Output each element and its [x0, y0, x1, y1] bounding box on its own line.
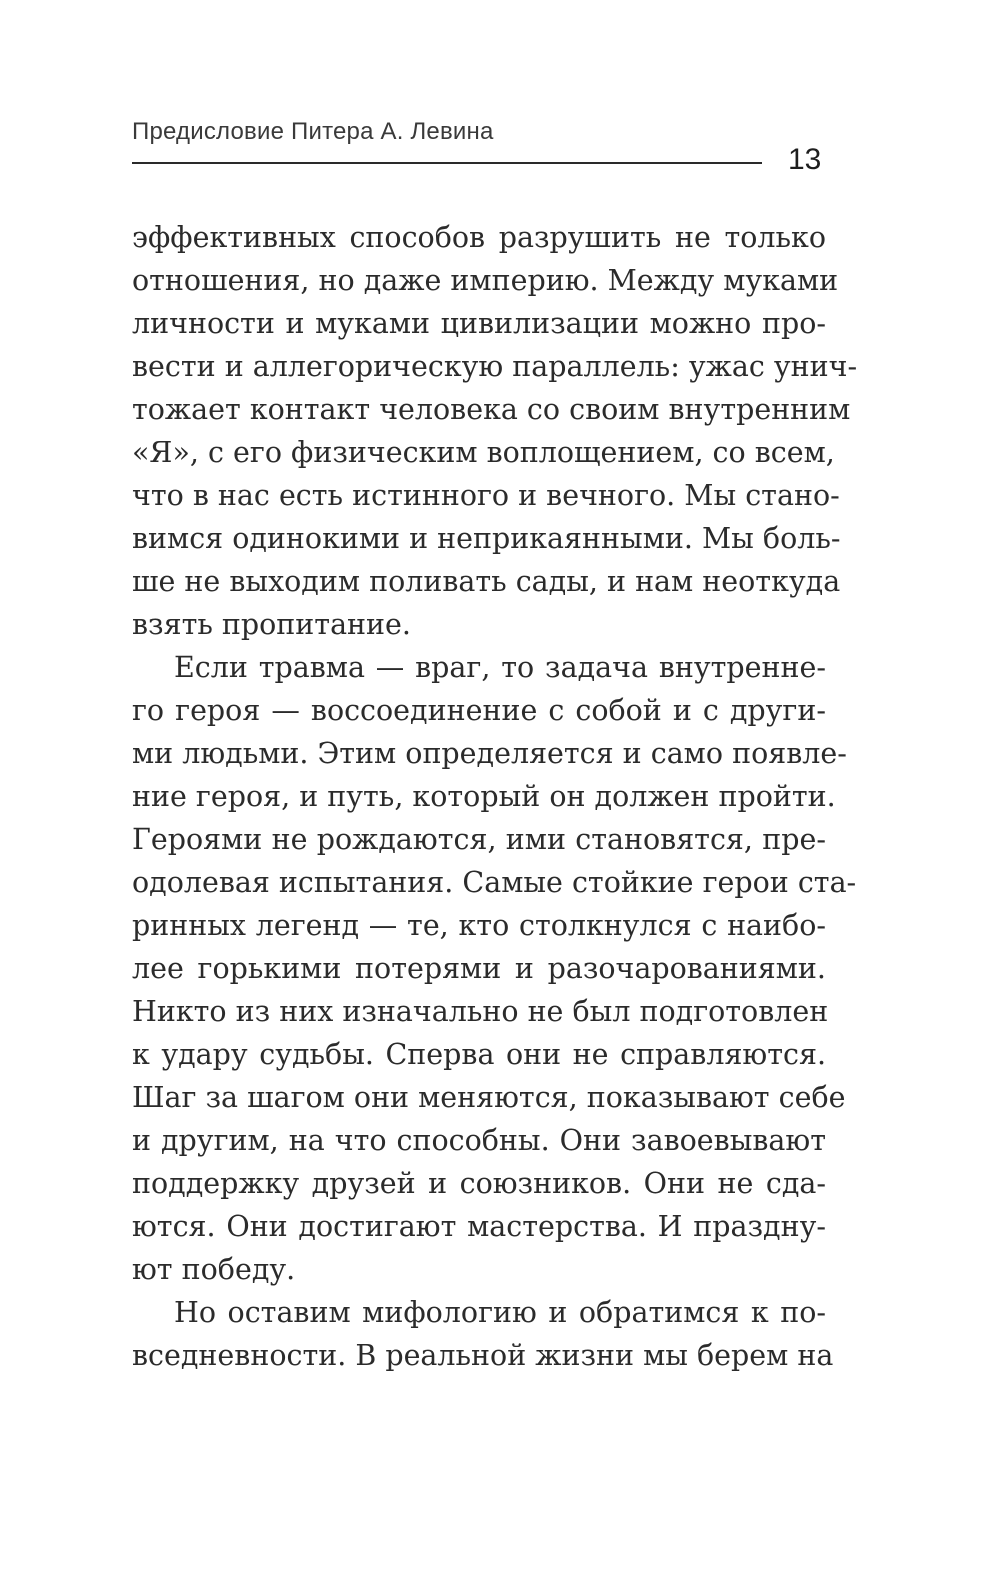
- text-line: к удару судьбы. Сперва они не справляются.: [132, 1038, 826, 1071]
- paragraph-2: [132, 646, 857, 1291]
- text-line: взять пропитание.: [132, 608, 411, 641]
- header-rule: [132, 162, 762, 164]
- text-line: ют победу.: [132, 1253, 296, 1286]
- text-line: Шаг за шагом они меняются, показывают себе: [132, 1081, 846, 1114]
- text-line: ше не выходим поливать сады, и нам неоткуда: [132, 565, 841, 598]
- text-line: вседневности. В реальной жизни мы берем на: [132, 1339, 834, 1372]
- running-title: Предисловие Питера А. Левина: [132, 118, 494, 145]
- text-line: лее горькими потерями и разочарованиями.: [132, 952, 826, 985]
- text-line: ринных легенд — те, кто столкнулся с наибо-: [132, 909, 826, 942]
- text-line: го героя — воссоединение с собой и с други-: [132, 694, 826, 727]
- text-line: ются. Они достигают мастерства. И праздну-: [132, 1210, 826, 1243]
- text-line: одолевая испытания. Самые стойкие герои ста-: [132, 866, 857, 899]
- text-line: отношения, но даже империю. Между муками: [132, 264, 839, 297]
- text-line: тожает контакт человека со своим внутренним: [132, 393, 851, 426]
- text-line: Если травма — враг, то задача внутренне-: [174, 651, 826, 684]
- text-line: вимся одинокими и неприкаянными. Мы боль-: [132, 522, 841, 555]
- text-line: эффективных способов разрушить не только: [132, 221, 826, 254]
- text-line: что в нас есть истинного и вечного. Мы стано-: [132, 479, 840, 512]
- page-number: 13: [788, 143, 822, 176]
- text-line: личности и муками цивилизации можно про-: [132, 307, 826, 340]
- text-line: Героями не рождаются, ими становятся, пре-: [132, 823, 826, 856]
- paragraph-3: [132, 1291, 834, 1377]
- text-line: «Я», с его физическим воплощением, со всем,: [132, 436, 835, 469]
- text-line: ми людьми. Этим определяется и само появле-: [132, 737, 847, 770]
- text-line: Никто из них изначально не был подготовлен: [132, 995, 829, 1028]
- body-text: [132, 216, 858, 1377]
- text-line: вести и аллегорическую параллель: ужас унич-: [132, 350, 858, 383]
- text-line: поддержку друзей и союзников. Они не сда-: [132, 1167, 826, 1200]
- text-line: Но оставим мифологию и обратимся к по-: [174, 1296, 826, 1329]
- text-line: и другим, на что способны. Они завоевывают: [132, 1124, 826, 1157]
- paragraph-1: [132, 216, 858, 646]
- text-line: ние героя, и путь, который он должен пройти.: [132, 780, 836, 813]
